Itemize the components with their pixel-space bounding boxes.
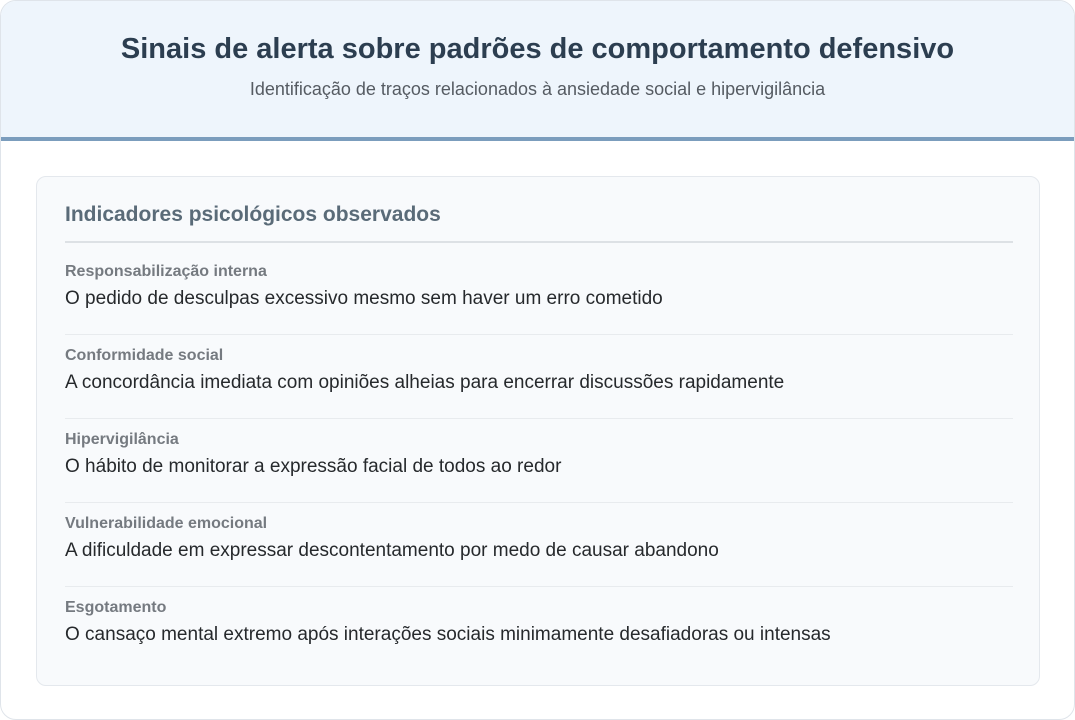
indicator-list [65,251,1013,671]
item-label: Responsabilização interna [65,263,267,280]
list-item [65,419,1013,503]
item-text: O pedido de desculpas excessivo mesmo sem haver um erro cometido [65,288,663,309]
list-item [65,587,1013,671]
item-label: Esgotamento [65,599,167,616]
list-item [65,251,1013,335]
header [1,1,1074,141]
list-item [65,503,1013,587]
item-text: A concordância imediata com opiniões alheias para encerrar discussões rapidamente [65,372,785,393]
divider [65,241,1013,243]
panel-title: Indicadores psicológicos observados [65,203,441,226]
item-text: A dificuldade em expressar descontentamento por medo de causar abandono [65,540,719,561]
list-item [65,335,1013,419]
item-label: Conformidade social [65,347,224,364]
page-title: Sinais de alerta sobre padrões de comportamento defensivo [120,33,955,65]
item-text: O hábito de monitorar a expressão facial de todos ao redor [65,456,562,477]
indicators-panel [36,176,1040,686]
item-label: Vulnerabilidade emocional [65,515,268,532]
page-subtitle: Identificação de traços relacionados à ansiedade social e hipervigilância [249,79,826,99]
item-label: Hipervigilância [65,431,179,448]
item-text: O cansaço mental extremo após interações sociais minimamente desafiadoras ou intensas [65,624,831,645]
